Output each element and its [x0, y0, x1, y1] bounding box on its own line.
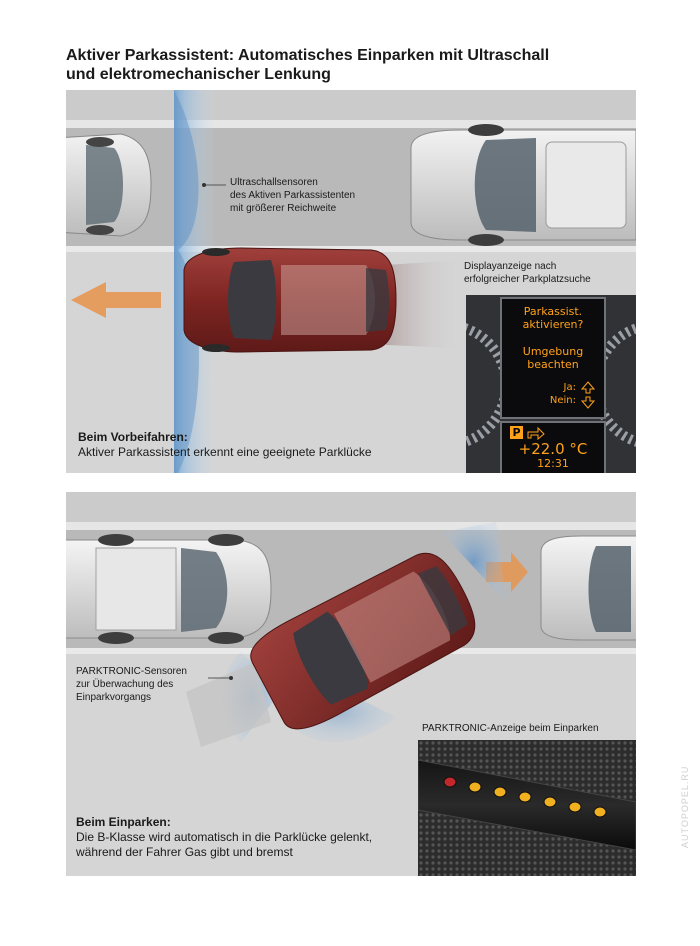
- lcd-line: Umgebung: [522, 345, 584, 358]
- lcd-temperature: +22.0 °C: [518, 440, 588, 458]
- display-label: [464, 260, 591, 286]
- panel-passing: [66, 90, 636, 473]
- lcd-line: Parkassist.: [523, 305, 583, 318]
- parktronic-sensor-label: [76, 665, 187, 704]
- sensor-label-line: Einparkvorgangs: [76, 692, 152, 703]
- title-line-1: Aktiver Parkassistent: Automatisches Einparken mit Ultraschall: [66, 47, 550, 64]
- road-top: [66, 492, 636, 522]
- led-amber: [544, 797, 556, 807]
- sensor-label-line: zur Überwachung des: [76, 679, 174, 690]
- led-amber: [519, 792, 531, 802]
- sensor-label-line: PARKTRONIC-Sensoren: [76, 666, 187, 677]
- lcd-choices: [516, 381, 576, 407]
- display-label-line: Displayanzeige nach: [464, 261, 557, 272]
- curb: [66, 522, 636, 530]
- caption-title: Beim Einparken:: [76, 815, 171, 829]
- lcd-p-symbol: P: [510, 426, 523, 439]
- parked-car-right: [411, 124, 636, 246]
- lcd-line: aktivieren?: [522, 318, 584, 331]
- panel-parking: [66, 492, 636, 876]
- parked-car-right: [541, 536, 636, 640]
- parktronic-panel: [418, 740, 636, 876]
- sensor-label-line: mit größerer Reichweite: [230, 203, 337, 214]
- ultrasonic-sensor-label: [230, 176, 355, 215]
- parked-car-left: [66, 134, 151, 236]
- caption-text: Die B-Klasse wird automatisch in die Parklücke gelenkt,: [76, 830, 373, 844]
- led-amber: [594, 807, 606, 817]
- arrow-down-icon: [582, 397, 594, 408]
- arrow-up-icon: [582, 382, 594, 393]
- sensor-label-line: des Aktiven Parkassistenten: [230, 190, 356, 201]
- caption-text: Aktiver Parkassistent erkennt eine geeignete Parklücke: [78, 445, 372, 459]
- road-top: [66, 90, 636, 120]
- caption-passing: [78, 430, 372, 460]
- motion-blur: [186, 662, 271, 747]
- lcd-warning: [502, 345, 604, 371]
- sensor-pointer-dot: [229, 676, 233, 680]
- lcd-no-label: Nein:: [549, 395, 576, 406]
- caption-text: während der Fahrer Gas gibt und bremst: [76, 845, 293, 859]
- led-amber: [494, 787, 506, 797]
- sensor-pointer-dot: [202, 183, 206, 187]
- instrument-cluster: [466, 295, 636, 473]
- sensor-label-line: Ultraschallsensoren: [230, 177, 318, 188]
- caption-parking: [76, 815, 372, 860]
- page-title: [66, 46, 626, 84]
- lcd-yes-label: Ja:: [563, 382, 576, 393]
- caption-title: Beim Vorbeifahren:: [78, 430, 188, 444]
- display-label-line: erfolgreicher Parkplatzsuche: [464, 274, 591, 285]
- driving-direction-arrow: [71, 282, 161, 318]
- lcd-clock: 12:31: [537, 457, 569, 470]
- red-car-passing: [184, 248, 396, 352]
- parked-car-left: [66, 534, 271, 644]
- lcd-line: beachten: [527, 358, 579, 371]
- lcd-arrows: [580, 381, 596, 409]
- led-amber: [569, 802, 581, 812]
- motion-blur: [386, 260, 461, 348]
- curb: [66, 120, 636, 128]
- parktronic-display-label: PARKTRONIC-Anzeige beim Einparken: [422, 723, 599, 734]
- led-red: [444, 777, 456, 787]
- steering-arrow-icon: [526, 426, 546, 440]
- title-line-2: und elektromechanischer Lenkung: [66, 66, 331, 83]
- parktronic-display: [418, 740, 636, 876]
- watermark: AUTOPOPEL.RU: [680, 765, 690, 848]
- lcd-prompt: [502, 305, 604, 331]
- led-amber: [469, 782, 481, 792]
